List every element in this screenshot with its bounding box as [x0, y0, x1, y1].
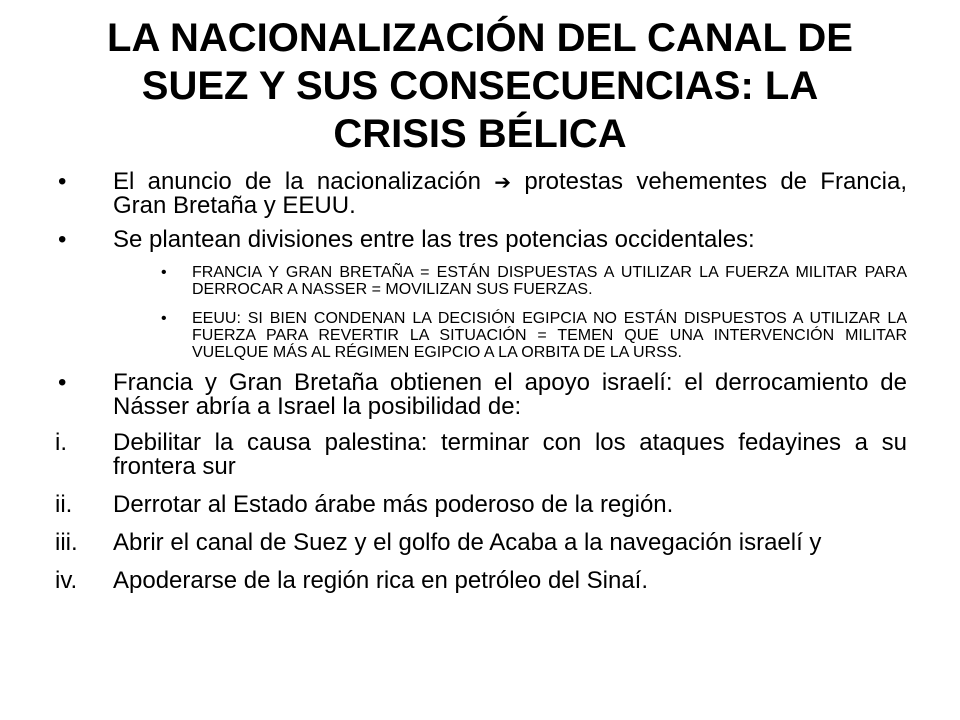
bullet-marker: • — [58, 168, 67, 195]
item-number: iv. — [55, 567, 78, 594]
numbered-item-4 — [55, 569, 907, 593]
item-number: ii. — [55, 491, 73, 518]
right-arrow-icon: ➔ — [494, 170, 512, 194]
item-number: i. — [55, 429, 67, 456]
sub-bullet-item-2 — [55, 310, 907, 361]
bullet-3-text: Francia y Gran Bretaña obtienen el apoyo israelí: el derrocamiento de Násser abría a Israel la posibilidad de: — [113, 369, 907, 420]
sub-bullet-2-text: EEUU: SI BIEN CONDENAN LA DECISIÓN EGIPCIA NO ESTÁN DISPUESTOS A UTILIZAR LA FUERZA PARA REVERTIR LA SITUACIÓN = TEMEN QUE UNA INTERVENCIÓN MILITAR VUELQUE MÁS AL RÉGIMEN EGIPCIO A LA ORBITA DE LA URSS. — [192, 310, 907, 361]
bullet-1-text-start: El anuncio de la nacionalización — [113, 168, 495, 195]
numbered-item-1 — [55, 431, 907, 479]
bullet-1-text-end: protestas vehementes de Francia, Gran Bretaña y EEUU. — [113, 168, 908, 219]
slide-title: LA NACIONALIZACIÓN DEL CANAL DE SUEZ Y SUS CONSECUENCIAS: LA CRISIS BÉLICA — [107, 16, 853, 156]
sub-bullet-marker: • — [161, 264, 167, 281]
numbered-item-text: Apoderarse de la región rica en petróleo del Sinaí. — [113, 567, 649, 594]
sub-bullet-item-1 — [55, 264, 907, 298]
numbered-item-3 — [55, 531, 907, 555]
sub-bullet-marker: • — [161, 310, 167, 327]
bullet-item-1 — [55, 170, 907, 218]
bullet-marker: • — [58, 369, 67, 396]
bullet-2-text: Se plantean divisiones entre las tres potencias occidentales: — [113, 226, 755, 253]
numbered-item-2 — [55, 493, 907, 517]
bullet-marker: • — [58, 226, 67, 253]
bullet-item-3 — [55, 371, 907, 419]
sub-bullet-1-text: FRANCIA Y GRAN BRETAÑA = ESTÁN DISPUESTAS A UTILIZAR LA FUERZA MILITAR PARA DERROCAR A NASSER = MOVILIZAN SUS FUERZAS. — [192, 264, 907, 298]
item-number: iii. — [55, 529, 78, 556]
numbered-item-text: Debilitar la causa palestina: terminar con los ataques fedayines a su frontera sur — [113, 429, 907, 480]
numbered-item-text: Abrir el canal de Suez y el golfo de Acaba a la navegación israelí y — [113, 529, 822, 556]
bullet-item-2 — [55, 228, 907, 252]
numbered-item-text: Derrotar al Estado árabe más poderoso de la región. — [113, 491, 674, 518]
slide-content — [55, 170, 907, 593]
